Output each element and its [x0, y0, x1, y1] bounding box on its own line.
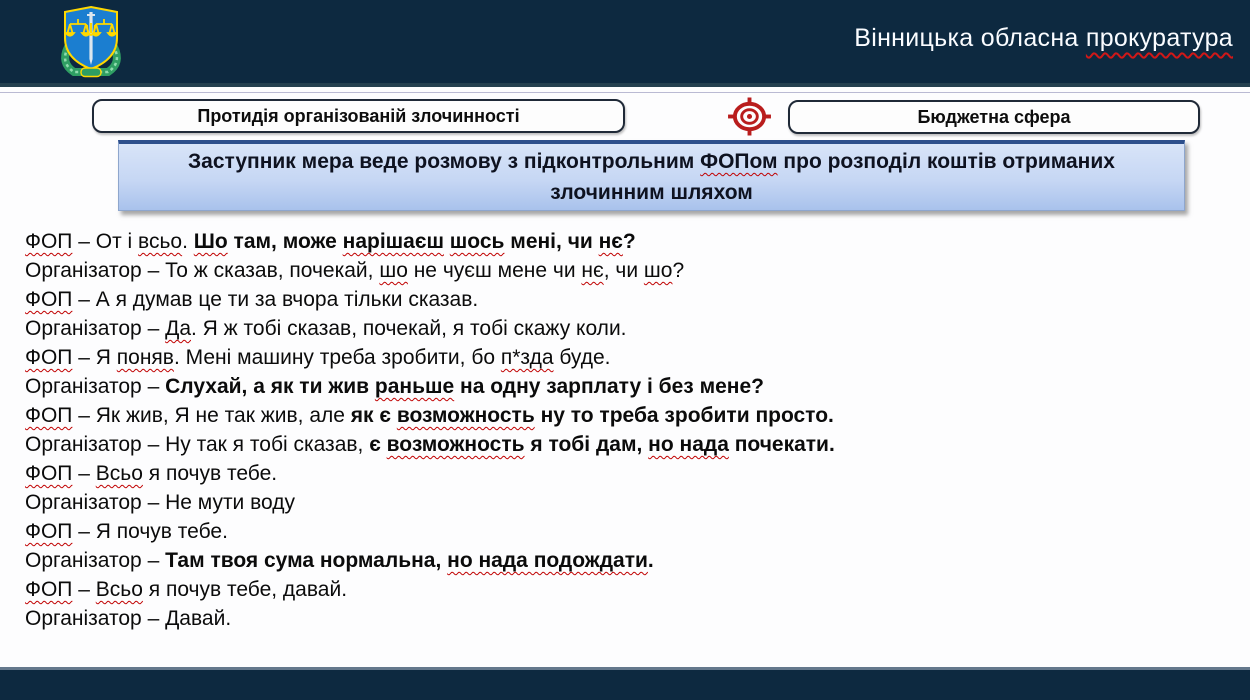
- transcript-line: [25, 517, 1230, 546]
- text-segment: –: [72, 462, 96, 485]
- transcript-line: [25, 372, 1230, 401]
- text-segment: про розподіл коштів отриманих: [777, 150, 1115, 173]
- text-segment: .: [182, 230, 194, 253]
- text-segment: я почув тебе.: [142, 462, 278, 485]
- org-title-spellcheck-word: прокуратура: [1085, 24, 1233, 52]
- spellcheck-word: Всьо: [95, 462, 143, 485]
- spellcheck-word: всьо: [138, 230, 183, 253]
- spellcheck-word: нє: [598, 230, 623, 253]
- text-segment: , чи: [603, 259, 644, 282]
- spellcheck-word: ФОП: [25, 404, 73, 427]
- transcript-line: [25, 604, 1230, 633]
- spellcheck-word: шо: [379, 259, 408, 282]
- spellcheck-word: ФОП: [25, 346, 73, 369]
- text-segment: – Як жив, Я не так жив, але: [72, 404, 351, 427]
- spellcheck-word: нарішаєш: [342, 230, 444, 253]
- text-segment: ?: [672, 259, 685, 282]
- text-segment: Організатор – Ну так я тобі сказав,: [25, 433, 370, 456]
- spellcheck-word: возможность: [396, 404, 535, 427]
- spellcheck-word: но нада подождати: [447, 549, 648, 572]
- text-segment: – Я: [72, 346, 117, 369]
- transcript-line: [25, 488, 1230, 517]
- transcript-line: [25, 575, 1230, 604]
- spellcheck-word: поняв: [116, 346, 174, 369]
- text-segment: .: [647, 549, 654, 572]
- text-segment: я тобі дам,: [524, 433, 649, 456]
- spellcheck-word: нє: [581, 259, 604, 282]
- text-segment: мені, чи: [504, 230, 599, 253]
- spellcheck-word: шось: [449, 230, 505, 253]
- transcript-line: [25, 343, 1230, 372]
- text-segment: . Мені машину треба зробити, бо: [173, 346, 501, 369]
- header-bar: [0, 0, 1250, 87]
- spellcheck-word: но нада: [648, 433, 729, 456]
- spellcheck-word: Всьо: [95, 578, 143, 601]
- spellcheck-word: ФОПом: [700, 150, 778, 173]
- text-segment: Заступник мера веде розмову з підконтрольним: [188, 150, 701, 173]
- text-segment: – От і: [72, 230, 139, 253]
- spellcheck-word: шо: [643, 259, 673, 282]
- spellcheck-word: ФОП: [25, 578, 73, 601]
- spellcheck-word: ФОП: [25, 288, 73, 311]
- text-segment: я почув тебе, давай.: [142, 578, 348, 601]
- text-segment: буде.: [553, 346, 611, 369]
- spellcheck-word: ФОП: [25, 462, 73, 485]
- text-segment: Слухай, а як ти жив: [165, 375, 375, 398]
- transcript-line: [25, 459, 1230, 488]
- text-segment: –: [72, 578, 96, 601]
- text-segment: є: [369, 433, 387, 456]
- text-segment: – Я почув тебе.: [72, 520, 228, 543]
- banner-line-2: злочинним шляхом: [550, 181, 753, 204]
- text-segment: . Я ж тобі сказав, почекай, я тобі скажу коли.: [191, 317, 627, 340]
- text-segment: як є: [350, 404, 397, 427]
- text-segment: Організатор –: [25, 375, 166, 398]
- transcript-line: [25, 546, 1230, 575]
- transcript-line: [25, 430, 1230, 459]
- spellcheck-word: п*зда: [500, 346, 554, 369]
- text-segment: Організатор – Давай.: [25, 607, 232, 630]
- text-segment: Організатор – Не мути воду: [25, 491, 296, 514]
- spellcheck-word: Шо: [193, 230, 228, 253]
- text-segment: ?: [622, 230, 636, 253]
- category-box-budget: [788, 100, 1200, 134]
- category-label-right: Бюджетна сфера: [917, 106, 1071, 127]
- transcript-line: [25, 401, 1230, 430]
- text-segment: почекати.: [728, 433, 835, 456]
- text-segment: на одну зарплату і без мене?: [454, 375, 764, 398]
- case-summary-banner: [118, 140, 1185, 211]
- transcript-line: [25, 227, 1230, 256]
- transcript-line: [25, 256, 1230, 285]
- text-segment: Там твоя сума нормальна,: [165, 549, 448, 572]
- banner-line-1: [188, 146, 1115, 177]
- text-segment: не чуєш мене чи: [407, 259, 582, 282]
- transcript: [25, 227, 1230, 633]
- spellcheck-word: ФОП: [25, 230, 73, 253]
- footer-bar: [0, 667, 1250, 700]
- org-title: [854, 24, 1233, 53]
- target-icon: [726, 97, 773, 136]
- spellcheck-word: ФОП: [25, 520, 73, 543]
- transcript-line: [25, 314, 1230, 343]
- category-box-organized-crime: [92, 99, 625, 133]
- spellcheck-word: возможность: [386, 433, 525, 456]
- org-title-main: Вінницька обласна: [854, 24, 1086, 52]
- text-segment: – А я думав це ти за вчора тільки сказав.: [72, 288, 479, 311]
- spellcheck-word: Да: [165, 317, 191, 340]
- category-label-left: Протидія організованій злочинності: [197, 105, 520, 126]
- text-segment: Організатор –: [25, 549, 166, 572]
- transcript-line: [25, 285, 1230, 314]
- prosecutor-emblem-logo: [59, 5, 123, 79]
- divider-line: [0, 92, 1250, 93]
- text-segment: Організатор – То ж сказав, почекай,: [25, 259, 380, 282]
- text-segment: ну то треба зробити просто.: [534, 404, 834, 427]
- text-segment: там, може: [227, 230, 343, 253]
- spellcheck-word: раньше: [374, 375, 455, 398]
- text-segment: Організатор –: [25, 317, 166, 340]
